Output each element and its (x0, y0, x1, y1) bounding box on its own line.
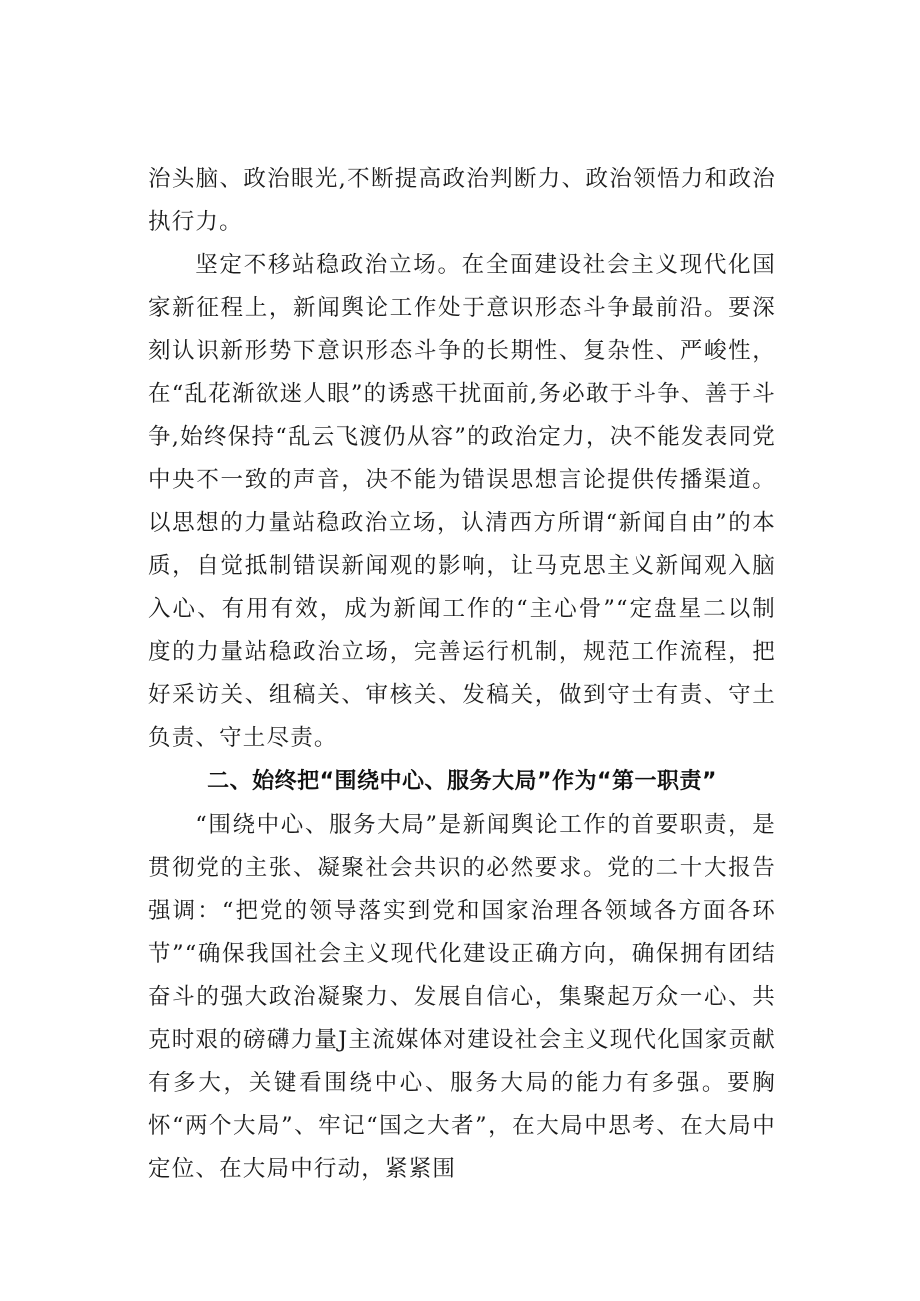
document-body (148, 158, 776, 1191)
paragraph-continuation: 治头脑、政治眼光,不断提高政治判断力、政治领悟力和政治执行力。 (148, 166, 776, 235)
paragraph-political-stance: 坚定不移站稳政治立场。在全面建设社会主义现代化国家新征程上，新闻舆论工作处于意识形态斗争最前沿。要深刻认识新形势下意识形态斗争的长期性、复杂性、严峻性，在“乱花渐欲迷人眼”的诱惑干扰面前,务必敢于斗争、善于斗争,始终保持“乱云飞渡仍从容”的政治定力，决不能发表同党中央不一致的声音，决不能为错误思想言论提供传播渠道。以思想的力量站稳政治立场，认清西方所谓“新闻自由”的本质，自觉抵制错误新闻观的影响，让马克思主义新闻观入脑入心、有用有效，成为新闻工作的“主心骨”“定盘星二以制度的力量站稳政治立场，完善运行机制，规范工作流程，把好采访关、组稿关、审核关、发稿关，做到守士有责、守土负责、守土尽责。 (148, 252, 776, 751)
section-heading-two: 二、始终把“围绕中心、服务大局”作为“第一职责” (207, 769, 717, 794)
paragraph-serve-overall: “围绕中心、服务大局”是新闻舆论工作的首要职责，是贯彻党的主张、凝聚社会共识的必然要求。党的二十大报告强调：“把党的领导落实到党和国家治理各领域各方面各环节”“确保我国社会主义现代化建设正确方向，确保拥有团结奋斗的强大政治凝聚力、发展自信心，集聚起万众一心、共克时艰的磅礴力量J主流媒体对建设社会主义现代化国家贡献有多大，关键看围绕中心、服务大局的能力有多强。要胸怀“两个大局”、牢记“国之大者”，在大局中思考、在大局中定位、在大局中行动，紧紧围 (148, 812, 776, 1182)
